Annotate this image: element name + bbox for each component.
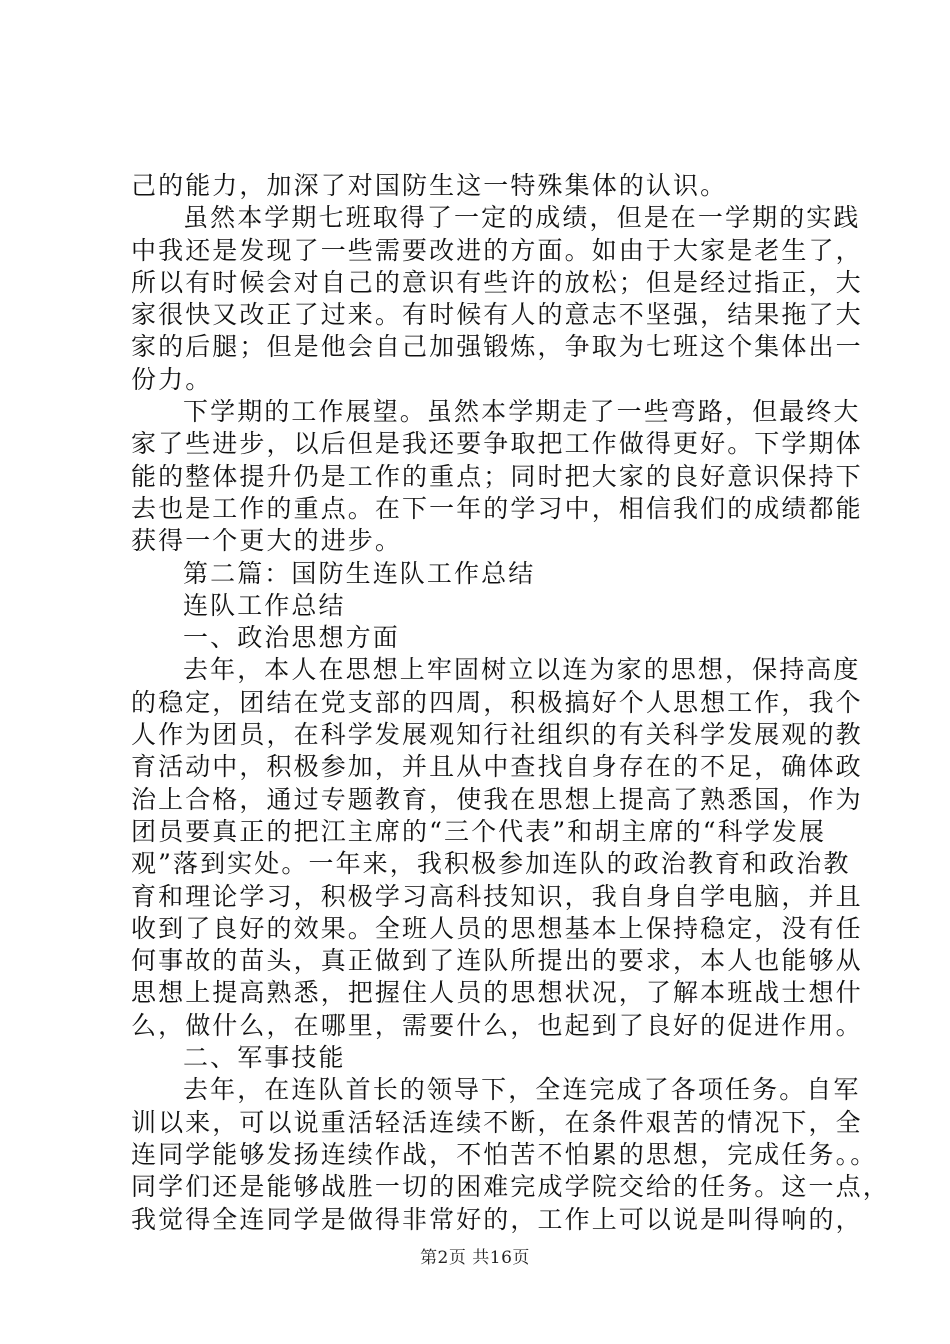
text-line: 育和理论学习，积极学习高科技知识，我自身自学电脑，并且: [131, 881, 863, 911]
text-line: 家了些进步，以后但是我还要争取把工作做得更好。下学期体: [131, 429, 863, 459]
page-footer: 第2页 共16页: [420, 1248, 530, 1268]
text-line: 么，做什么，在哪里，需要什么，也起到了良好的促进作用。: [131, 1010, 863, 1040]
text-line: 家的后腿；但是他会自己加强锻炼，争取为七班这个集体出一: [131, 332, 863, 362]
text-line: 我觉得全连同学是做得非常好的，工作上可以说是叫得响的，: [131, 1204, 863, 1234]
text-line: 育活动中，积极参加，并且从中查找自身存在的不足，确体政: [131, 752, 863, 782]
text-line: 连同学能够发扬连续作战，不怕苦不怕累的思想，完成任务。。: [131, 1139, 878, 1169]
text-line: 下学期的工作展望。虽然本学期走了一些弯路，但最终大: [183, 397, 861, 427]
text-line: 治上合格，通过专题教育，使我在思想上提高了熟悉国，作为: [131, 784, 863, 814]
document-body: [131, 170, 890, 1236]
text-line: 何事故的苗头，真正做到了连队所提出的要求，本人也能够从: [131, 946, 863, 976]
text-line: 人作为团员，在科学发展观知行社组织的有关科学发展观的教: [131, 720, 863, 750]
text-line: 团员要真正的把江主席的“三个代表”和胡主席的“科学发展: [131, 816, 827, 846]
text-line: 中我还是发现了一些需要改进的方面。如由于大家是老生了，: [131, 235, 863, 265]
text-line: 一、政治思想方面: [183, 623, 400, 653]
text-line: 虽然本学期七班取得了一定的成绩，但是在一学期的实践: [183, 203, 861, 233]
text-line: 连队工作总结: [183, 590, 346, 620]
text-line: 己的能力，加深了对国防生这一特殊集体的认识。: [131, 171, 728, 200]
text-line: 份力。: [131, 364, 213, 394]
text-line: 第二篇：国防生连队工作总结: [183, 558, 536, 588]
text-line: 获得一个更大的进步。: [131, 526, 403, 556]
text-line: 的稳定，团结在党支部的四周，积极搞好个人思想工作，我个: [131, 687, 863, 717]
text-line: 去也是工作的重点。在下一年的学习中，相信我们的成绩都能: [131, 493, 863, 523]
text-line: 二、军事技能: [183, 1043, 346, 1073]
text-line: 去年，在连队首长的领导下，全连完成了各项任务。自军: [183, 1075, 861, 1105]
text-line: 去年，本人在思想上牢固树立以连为家的思想，保持高度: [183, 655, 861, 685]
text-line: 观”落到实处。一年来，我积极参加连队的政治教育和政治教: [131, 849, 851, 879]
text-line: 所以有时候会对自己的意识有些许的放松；但是经过指正，大: [131, 267, 863, 297]
text-line: 同学们还是能够战胜一切的困难完成学院交给的任务。这一点，: [131, 1172, 890, 1202]
text-line: 训以来，可以说重活轻活连续不断，在条件艰苦的情况下，全: [131, 1107, 863, 1137]
text-line: 思想上提高熟悉，把握住人员的思想状况，了解本班战士想什: [131, 978, 863, 1008]
text-line: 能的整体提升仍是工作的重点；同时把大家的良好意识保持下: [131, 461, 863, 491]
text-line: 收到了良好的效果。全班人员的思想基本上保持稳定，没有任: [131, 913, 863, 943]
text-line: 家很快又改正了过来。有时候有人的意志不坚强，结果拖了大: [131, 300, 863, 330]
